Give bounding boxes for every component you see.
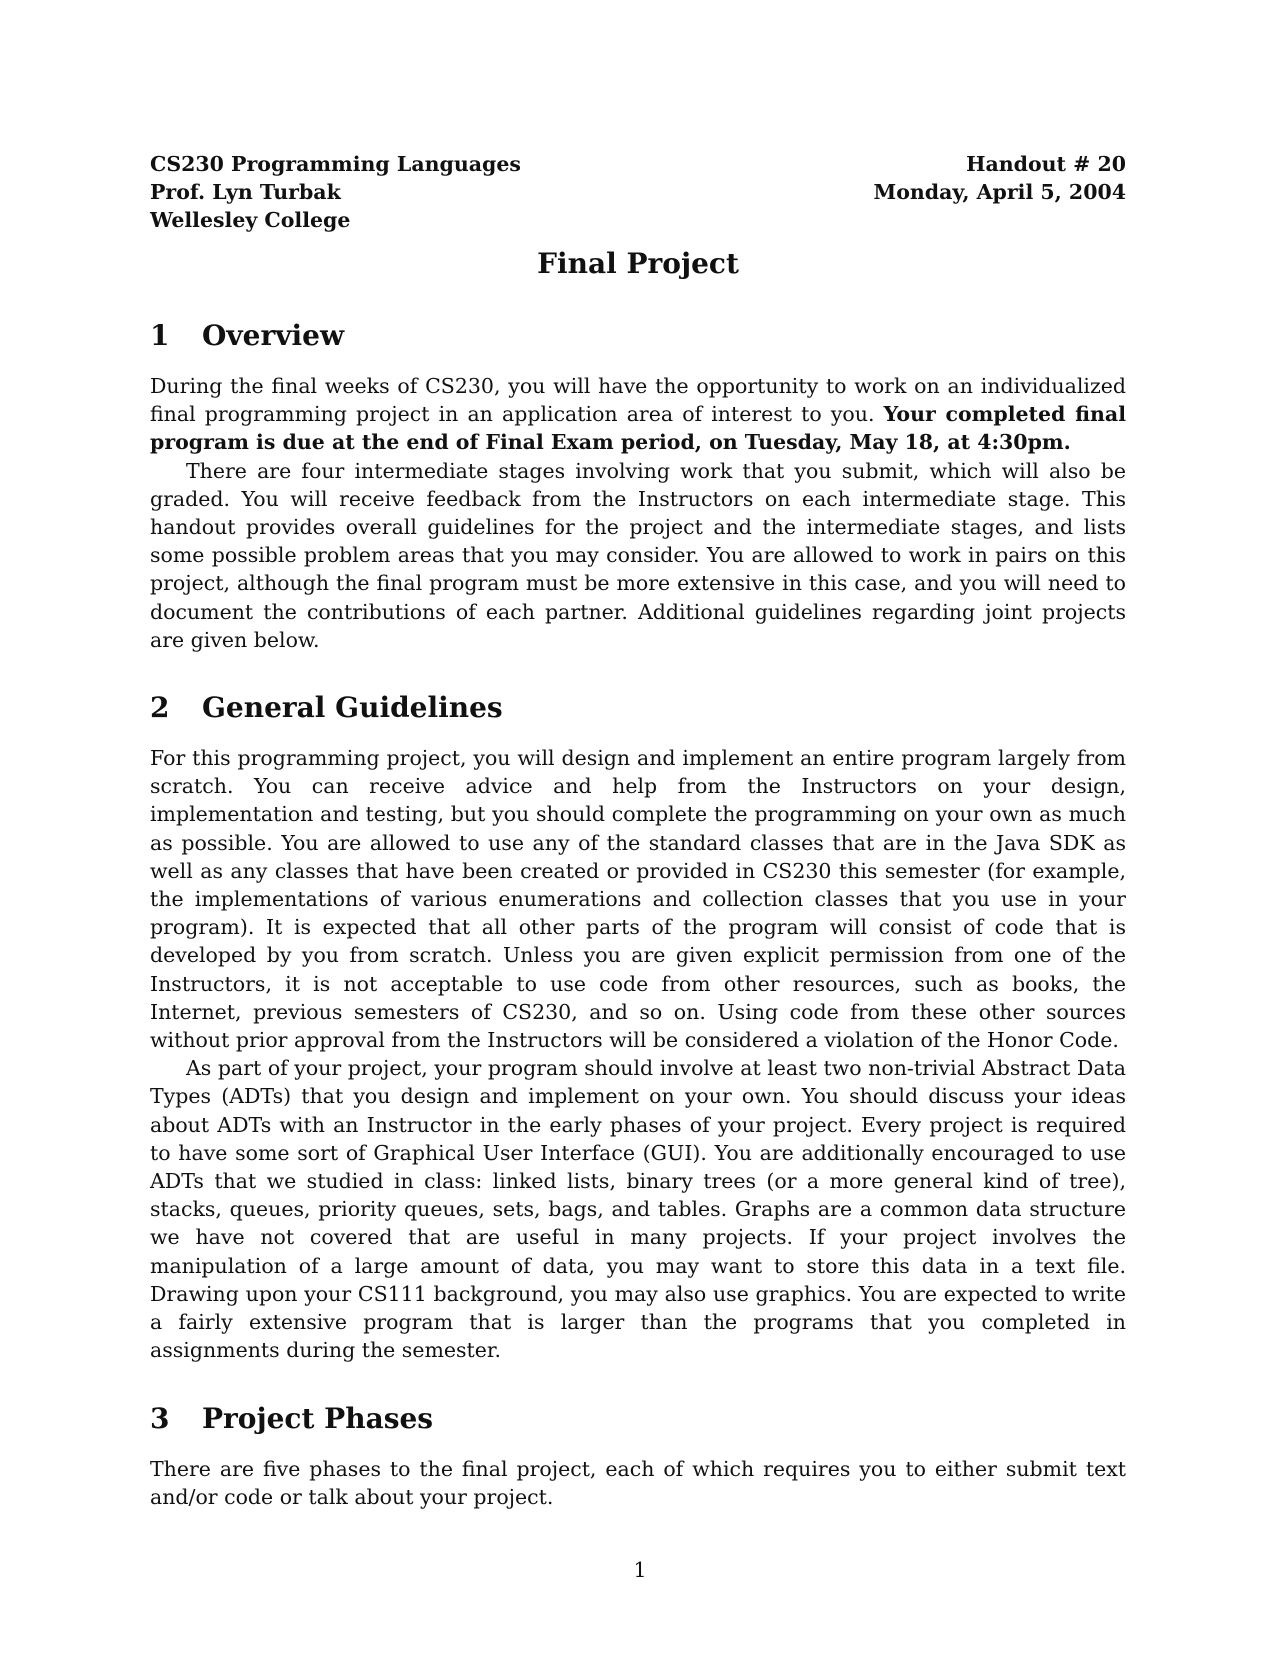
due-date-statement: Your completed final program is due at the end of Final Exam period, on Tuesday, May 18, at 4:30pm. bbox=[150, 402, 1126, 455]
phases-paragraph-1: There are five phases to the final project, each of which requires you to either submit text and/or code or talk about your project. bbox=[150, 1456, 1126, 1509]
section-title: General Guidelines bbox=[202, 691, 503, 725]
section-heading-general-guidelines bbox=[150, 690, 1126, 726]
section-heading-overview bbox=[150, 318, 1126, 354]
overview-paragraph-1 bbox=[150, 372, 1126, 457]
college-name: Wellesley College bbox=[150, 208, 351, 232]
overview-text: During the final weeks of CS230, you will have the opportunity to work on an individualized final programming project in an application area of interest to you. bbox=[150, 374, 1126, 427]
section-number: 1 bbox=[150, 319, 170, 352]
document-header bbox=[150, 150, 1126, 234]
guidelines-paragraph-1: For this programming project, you will design and implement an entire program largely from scratch. You can receive advice and help from the Instructors on your design, implementation and testing, but you should complete the programming on your own as much as possible. You are allowed to use any of the standard classes that are in the Java SDK as well as any classes that have been created or provided in CS230 this semester (for example, the implementations of various enumerations and collection classes that you use in your program). It is expected that all other parts of the program will consist of code that is developed by you from scratch. Unless you are given explicit permission from one of the Instructors, it is not acceptable to use code from other resources, such as books, the Internet, previous semesters of CS230, and so on. Using code from these other sources without prior approval from the Instructors will be considered a violation of the Honor Code. bbox=[150, 746, 1126, 1053]
overview-paragraph-2: There are four intermediate stages involving work that you submit, which will also be graded. You will receive feedback from the Instructors on each intermediate stage. This handout provides overall guidelines for the project and the intermediate stages, and lists some possible problem areas that you may consider. You are allowed to work in pairs on this project, although the final program must be more extensive in this case, and you will need to document the contributions of each partner. Additional guidelines regarding joint projects are given below. bbox=[150, 458, 1126, 652]
header-left bbox=[150, 150, 521, 234]
section-heading-project-phases bbox=[150, 1401, 1126, 1437]
document-title: Final Project bbox=[537, 247, 739, 280]
handout-date: Monday, April 5, 2004 bbox=[873, 180, 1126, 204]
section-number: 2 bbox=[150, 691, 170, 725]
header-right bbox=[874, 150, 1126, 234]
page-number: 1 bbox=[633, 1558, 647, 1582]
section-number: 3 bbox=[150, 1401, 170, 1435]
document-page bbox=[150, 150, 1126, 1511]
professor-name: Prof. Lyn Turbak bbox=[150, 180, 341, 204]
section-title: Project Phases bbox=[202, 1401, 434, 1435]
section-title: Overview bbox=[202, 319, 345, 352]
course-name: CS230 Programming Languages bbox=[150, 152, 521, 176]
guidelines-paragraph-2: As part of your project, your program should involve at least two non-trivial Abstract Data Types (ADTs) that you design and implement on your own. You should discuss your ideas about ADTs with an Instructor in the early phases of your project. Every project is required to have some sort of Graphical User Interface (GUI). You are additionally encouraged to use ADTs that we studied in class: linked lists, binary trees (or a more general kind of tree), stacks, queues, priority queues, sets, bags, and tables. Graphs are a common data structure we have not covered that are useful in many projects. If your project involves the manipulation of a large amount of data, you may want to store this data in a text file. Drawing upon your CS111 background, you may also use graphics. You are expected to write a fairly extensive program that is larger than the programs that you completed in assignments during the semester. bbox=[150, 1056, 1126, 1363]
handout-number: Handout # 20 bbox=[966, 152, 1126, 176]
